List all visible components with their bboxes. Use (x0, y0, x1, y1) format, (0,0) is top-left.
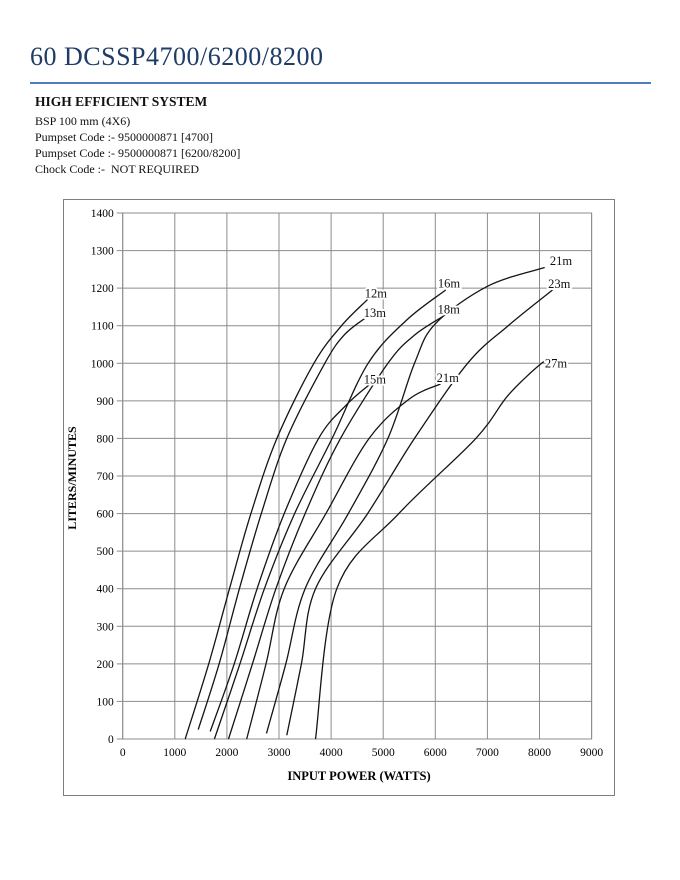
curve-label-16m: 16m (437, 276, 461, 291)
x-tick-label: 5000 (371, 747, 395, 759)
curve-18m (229, 316, 444, 739)
info-block (35, 94, 435, 177)
x-tick-label: 1000 (163, 747, 187, 759)
info-line-bsp: BSP 100 mm (4X6) (35, 114, 131, 128)
y-tick-label: 600 (96, 508, 114, 521)
y-tick-label: 100 (96, 696, 114, 709)
x-tick-label: 7000 (475, 747, 499, 759)
curve-label-21m: 21m (549, 254, 573, 269)
x-tick-label: 6000 (423, 747, 447, 759)
y-tick-label: 1100 (91, 320, 114, 333)
y-tick-label: 800 (96, 433, 114, 446)
x-tick-label: 4000 (319, 747, 343, 759)
curve-label-27m: 27m (544, 356, 568, 371)
curve-label-12m: 12m (364, 286, 388, 301)
chart-svg (64, 200, 614, 795)
y-tick-label: 700 (96, 471, 114, 483)
curve-21m (247, 384, 441, 739)
curve-label-13m: 13m (363, 305, 387, 320)
info-line-pumpset-code-2: Pumpset Code :- 9500000871 [6200/8200] (35, 146, 241, 160)
curve-label-15m: 15m (363, 372, 387, 387)
x-tick-label: 8000 (528, 747, 551, 759)
y-axis-title: LITERS/MINUTES (65, 426, 79, 530)
y-tick-label: 300 (96, 621, 114, 634)
curve-16m (214, 290, 445, 739)
y-tick-label: 1200 (90, 283, 114, 296)
y-tick-label: 200 (96, 658, 114, 671)
title-divider (30, 82, 651, 84)
curve-12m (185, 299, 367, 739)
info-heading: HIGH EFFICIENT SYSTEM (35, 94, 208, 109)
y-tick-label: 500 (96, 546, 114, 559)
curve-27m (316, 360, 550, 739)
pump-performance-chart (63, 199, 615, 796)
info-line-pumpset-code-1: Pumpset Code :- 9500000871 [4700] (35, 130, 213, 144)
x-tick-label: 2000 (215, 747, 239, 759)
curve-label-21m: 21m (436, 370, 459, 385)
y-tick-label: 900 (96, 395, 114, 408)
y-tick-label: 400 (96, 583, 114, 596)
curve-label-18m: 18m (437, 302, 460, 317)
info-line-chock-code: Chock Code :- NOT REQUIRED (35, 162, 200, 176)
x-axis-title: INPUT POWER (WATTS) (287, 769, 431, 783)
x-tick-label: 0 (119, 747, 126, 759)
x-tick-label: 3000 (267, 747, 291, 759)
y-tick-label: 1300 (90, 245, 114, 258)
curve-label-23m: 23m (548, 277, 571, 291)
y-tick-label: 1400 (90, 208, 114, 220)
curve-13m (198, 318, 365, 729)
x-tick-label: 9000 (580, 747, 604, 759)
y-tick-label: 0 (107, 734, 114, 746)
y-tick-label: 1000 (90, 358, 114, 371)
page-title: 60 DCSSP4700/6200/8200 (30, 42, 324, 71)
